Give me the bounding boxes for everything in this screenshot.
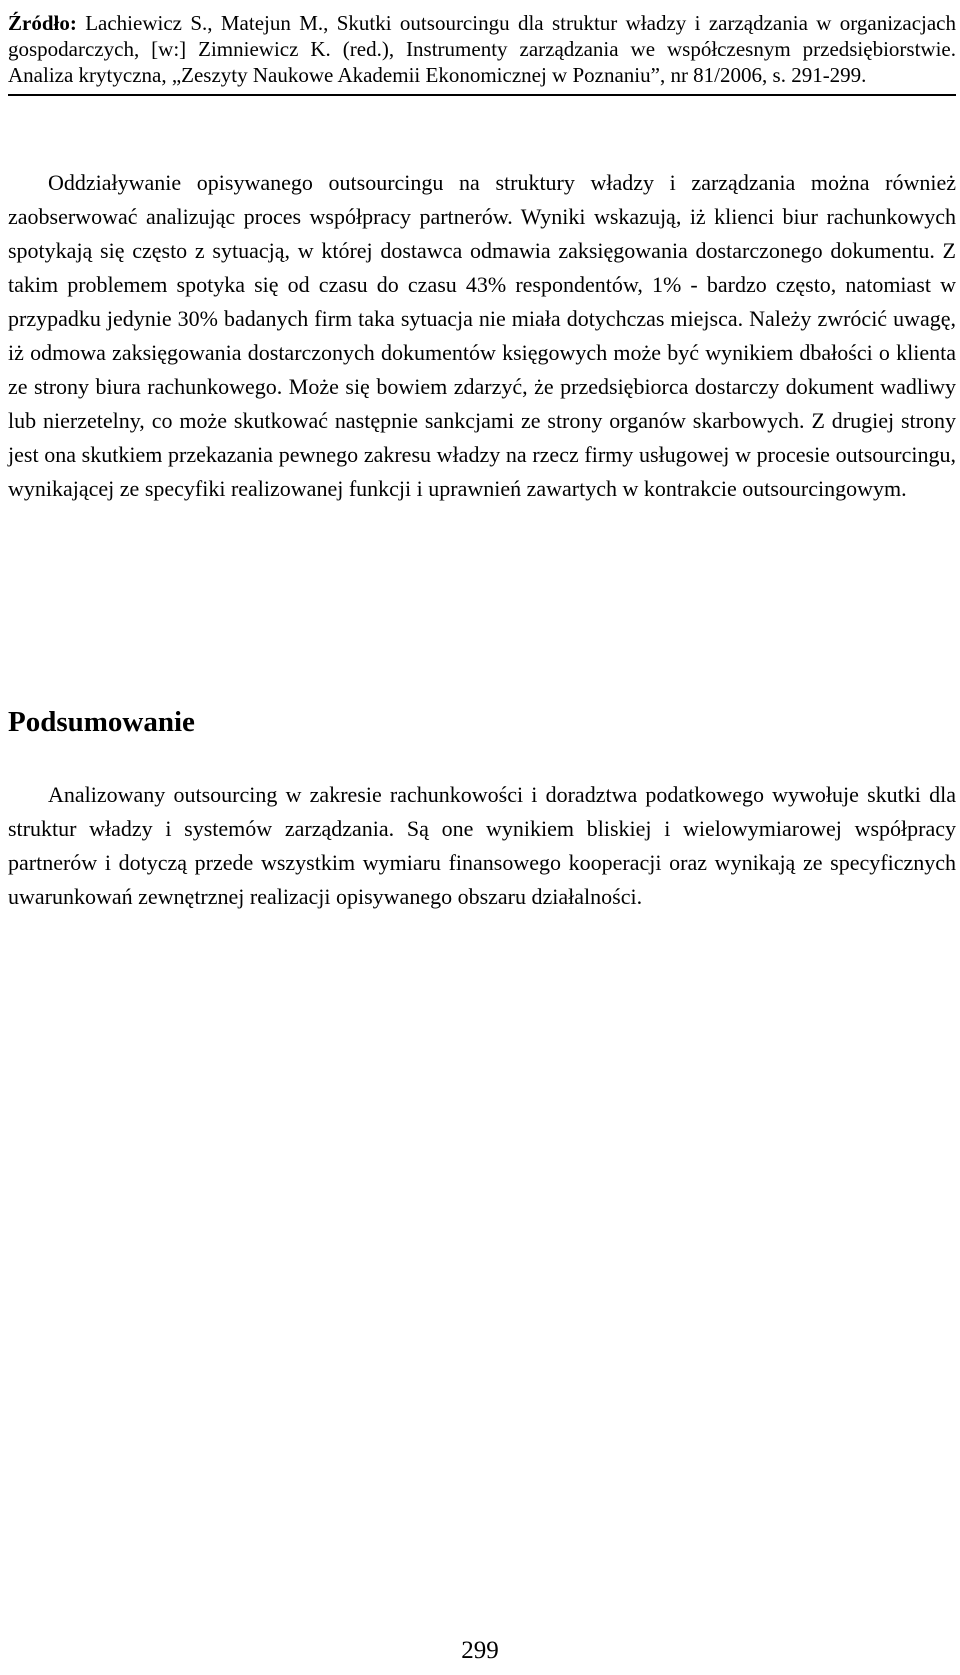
source-text: Lachiewicz S., Matejun M., Skutki outsourcingu dla struktur władzy i zarządzania w organizacjach gospodarczych, [w:] Zimniewicz K. (red.), Instrumenty zarządzania we współczesnym przedsiębiorstwie. Analiza krytyczna, „Zeszyty Naukowe Akademii Ekonomicznej w Poznaniu”, nr 81/2006, s. 291-299. [8,11,956,87]
body-paragraph: Oddziaływanie opisywanego outsourcingu na struktury władzy i zarządzania można również zaobserwować analizując proces współpracy partnerów. Wyniki wskazują, iż klienci biur rachunkowych spotykają się często z sytuacją, w której dostawca odmawia zaksięgowania dostarczonego dokumentu. Z takim problemem spotyka się od czasu do czasu 43% respondentów, 1% - bardzo często, natomiast w przypadku jedynie 30% badanych firm taka sytuacja nie miała dotychczas miejsca. Należy zwrócić uwagę, iż odmowa zaksięgowania dostarczonych dokumentów księgowych może być wynikiem dbałości o klienta ze strony biura rachunkowego. Może się bowiem zdarzyć, że przedsiębiorca dostarczy dokument wadliwy lub nierzetelny, co może skutkować następnie sankcjami ze strony organów skarbowych. Z drugiej strony jest ona skutkiem przekazania pewnego zakresu władzy na rzecz firmy usługowej w procesie outsourcingu, wynikającej ze specyfiki realizowanej funkcji i uprawnień zawartych w kontrakcie outsourcingowym. [8,170,956,501]
page-number: 299 [461,1637,499,1664]
summary-paragraph: Analizowany outsourcing w zakresie rachunkowości i doradztwa podatkowego wywołuje skutki dla struktur władzy i systemów zarządzania. Są one wynikiem bliskiej i wielowymiarowej współpracy partnerów i dotyczą przede wszystkim wymiaru finansowego kooperacji oraz wynikają ze specyficznych uwarunkowań zewnętrznej realizacji opisywanego obszaru działalności. [8,782,956,909]
source-citation [8,10,956,96]
source-label: Źródło: [8,11,77,35]
section-heading-summary: Podsumowanie [8,706,195,738]
